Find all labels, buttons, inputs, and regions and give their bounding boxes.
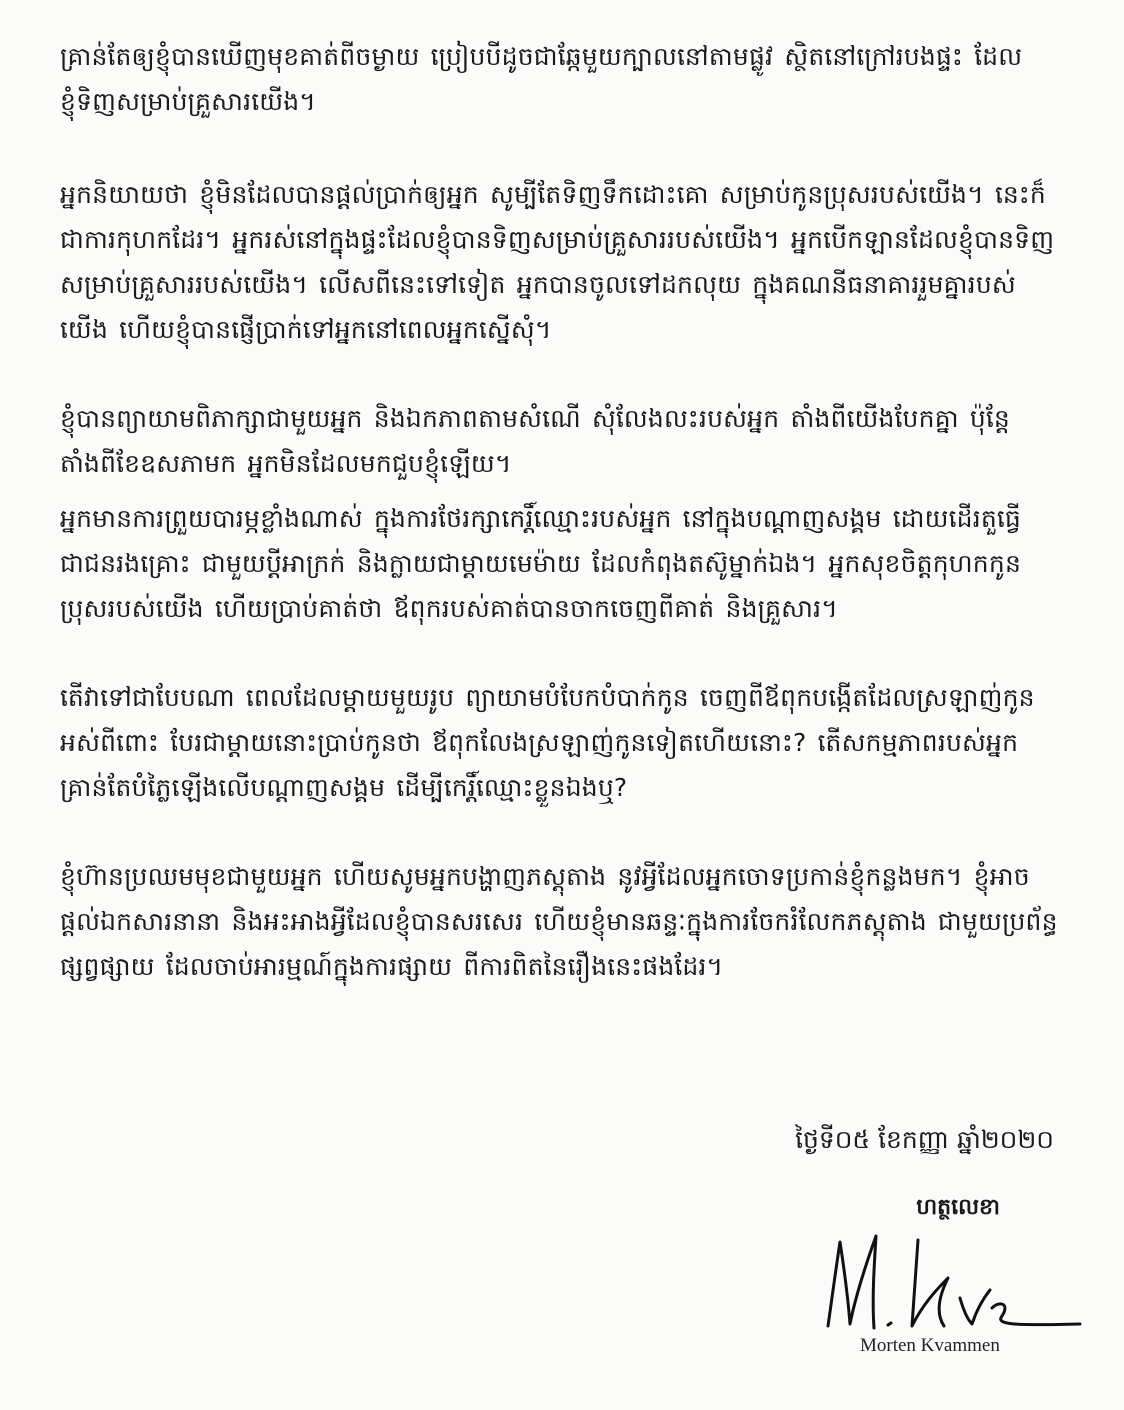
letter-date: ថ្ងៃទី០៥ ខែកញ្ញា ឆ្នាំ២០២០ — [795, 1125, 1054, 1154]
paragraph-1: គ្រាន់តែឲ្យខ្ញុំបានឃើញមុខគាត់ពីចម្ងាយ ប្រៀបបីដូចជាឆ្កែមួយក្បាលនៅតាមផ្លូវ ស្ថិតនៅក្រៅរបងផ្ទះ ដែលខ្ញុំទិញសម្រាប់គ្រួសារយើង។ — [60, 42, 1023, 116]
paragraph-2: អ្នកនិយាយថា ខ្ញុំមិនដែលបានផ្តល់ប្រាក់ឲ្យអ្នក សូម្បីតែទិញទឹកដោះគោ សម្រាប់កូនប្រុសរបស់យើង។ នេះក៏ជាការកុហកដែរ។ អ្នករស់នៅក្នុងផ្ទះដែលខ្ញុំបានទិញសម្រាប់គ្រួសាររបស់យើង។ អ្នកបើកឡានដែលខ្ញុំបានទិញសម្រាប់គ្រួសាររបស់យើង។ លើសពីនេះទៅទៀត អ្នកបានចូលទៅដកលុយ ក្នុងគណនីធនាគាររួមគ្នារបស់យើង ហើយខ្ញុំបានផ្ញើប្រាក់ទៅអ្នកនៅពេលអ្នកស្នើសុំ។ — [60, 180, 1055, 344]
signer-name: Morten Kvammen — [860, 1335, 1000, 1356]
paragraph-6: ខ្ញុំហ៊ានប្រឈមមុខជាមួយអ្នក ហើយសូមអ្នកបង្ហាញភស្តុតាង នូវអ្វីដែលអ្នកចោទប្រកាន់ខ្ញុំកន្លងមក។ ខ្ញុំអាចផ្តល់ឯកសារនានា និងអះអាងអ្វីដែលខ្ញុំបានសរសេរ ហើយខ្ញុំមានឆន្ទៈក្នុងការចែករំលែកភស្តុតាង ជាមួយប្រព័ន្ធផ្សព្វផ្សាយ ដែលចាប់អារម្មណ៍ក្នុងការផ្សាយ ពីការពិតនៃរឿងនេះផងដែរ។ — [60, 862, 1058, 981]
paragraph-5: តើវាទៅជាបែបណា ពេលដែលម្តាយមួយរូប ព្យាយាមបំបែកបំបាក់កូន ចេញពីឪពុកបង្កើតដែលស្រឡាញ់កូនអស់ពីពោះ បែរជាម្តាយនោះប្រាប់កូនថា ឪពុកលែងស្រឡាញ់កូនទៀតហើយនោះ? តើសកម្មភាពរបស់អ្នក គ្រាន់តែបំភ្លៃឡើងលើបណ្តាញសង្គម ដើម្បីកេរ្តិ៍ឈ្មោះខ្លួនឯងឬ? — [60, 683, 1035, 802]
signature-title: ហត្ថលេខា — [916, 1195, 1000, 1220]
letter-body — [60, 34, 1060, 989]
paragraph-4: អ្នកមានការព្រួយបារម្ភខ្លាំងណាស់ ក្នុងការថែរក្សាកេរ្តិ៍ឈ្មោះរបស់អ្នក នៅក្នុងបណ្តាញសង្គម ដោយដើរតួធ្វើជាជនរងគ្រោះ ជាមួយប្តីអាក្រក់ និងក្លាយជាម្តាយមេម៉ាយ ដែលកំពុងតស៊ូម្នាក់ឯង។ អ្នកសុខចិត្តកុហកកូនប្រុសរបស់យើង ហើយប្រាប់គាត់ថា ឪពុករបស់គាត់បានចាកចេញពីគាត់ និងគ្រួសារ។ — [60, 504, 1022, 623]
paragraph-3: ខ្ញុំបានព្យាយាមពិភាក្សាជាមួយអ្នក និងឯកភាពតាមសំណើ សុំលែងលះរបស់អ្នក តាំងពីយើងបែកគ្នា ប៉ុន្តែតាំងពីខែឧសភាមក អ្នកមិនដែលមកជួបខ្ញុំឡើយ។ — [60, 404, 1010, 478]
handwritten-signature — [810, 1228, 1090, 1338]
